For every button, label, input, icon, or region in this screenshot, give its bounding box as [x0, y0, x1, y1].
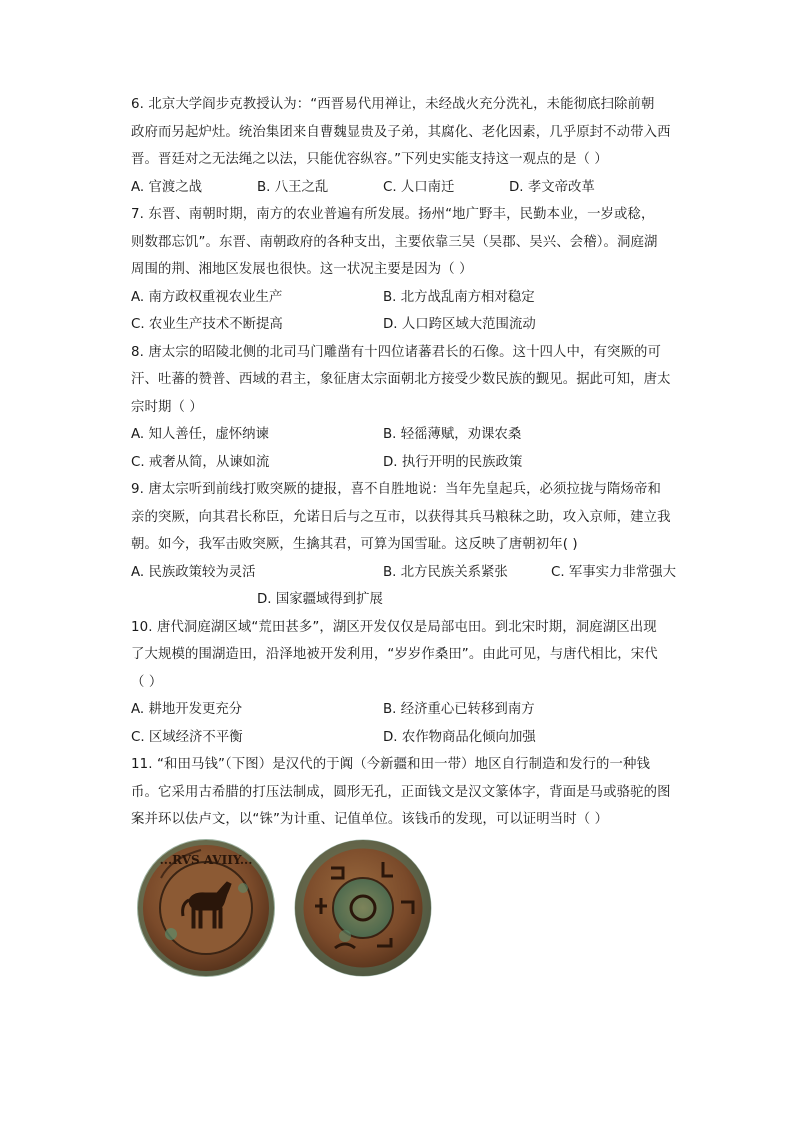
q8-line-1: 8. 唐太宗的昭陵北侧的北司马门雕凿有十四位诸蕃君长的石像。这十四人中，有突厥的可	[131, 345, 661, 360]
q7-option-d[interactable]: D. 人口跨区域大范围流动	[383, 317, 536, 332]
q7-option-a[interactable]: A. 南方政权重视农业生产	[131, 290, 283, 305]
q9-option-b[interactable]: B. 北方民族关系紧张	[383, 565, 508, 580]
q6-option-a[interactable]: A. 官渡之战	[131, 180, 202, 195]
q8-line-3: 宗时期（ ）	[131, 400, 203, 415]
q9-line-2: 亲的突厥，向其君长称臣，允诺日后与之互市，以获得其兵马粮秣之助，攻入京师，建立我	[131, 510, 671, 525]
q8-line-2: 汗、吐蕃的赞普、西域的君主，象征唐太宗面朝北方接受少数民族的觐见。据此可知，唐太	[131, 372, 671, 387]
coin-front-inscription: ...RVS AVIIY...	[159, 853, 253, 867]
q9-option-d[interactable]: D. 国家疆域得到扩展	[257, 592, 383, 607]
q6-option-b[interactable]: B. 八王之乱	[257, 180, 329, 195]
q11-line-2: 币。它采用古希腊的打压法制成，圆形无孔，正面钱文是汉文篆体字，背面是马或骆驼的图	[131, 785, 671, 800]
q6-option-d[interactable]: D. 孝文帝改革	[509, 180, 595, 195]
coin-obverse	[138, 840, 274, 976]
q6-line-3: 晋。晋廷对之无法绳之以法，只能优容纵容。”下列史实能支持这一观点的是（ ）	[131, 152, 608, 167]
q8-option-c[interactable]: C. 戒奢从简，从谏如流	[131, 455, 270, 470]
q6-option-c[interactable]: C. 人口南迁	[383, 180, 455, 195]
q8-option-b[interactable]: B. 轻徭薄赋，劝课农桑	[383, 427, 522, 442]
q9-option-c[interactable]: C. 军事实力非常强大	[551, 565, 676, 580]
q11-line-1: 11. “和田马钱”（下图）是汉代的于阗（今新疆和田一带）地区自行制造和发行的一种钱	[131, 757, 650, 772]
q8-option-d[interactable]: D. 执行开明的民族政策	[383, 455, 523, 470]
q8-option-a[interactable]: A. 知人善任，虚怀纳谏	[131, 427, 269, 442]
q11-line-3: 案并环以佉卢文，以“铢”为计重、记值单位。该钱币的发现，可以证明当时（ ）	[131, 812, 609, 827]
q10-line-1: 10. 唐代洞庭湖区域“荒田甚多”，湖区开发仅仅是局部屯田。到北宋时期，洞庭湖区出现	[131, 620, 657, 635]
q7-option-b[interactable]: B. 北方战乱南方相对稳定	[383, 290, 535, 305]
q10-option-a[interactable]: A. 耕地开发更充分	[131, 702, 243, 717]
q6-line-2: 政府而另起炉灶。统治集团来自曹魏显贵及子弟，其腐化、老化因素，几乎原封不动带入西	[131, 125, 671, 140]
q9-line-1: 9. 唐太宗听到前线打败突厥的捷报，喜不自胜地说：当年先皇起兵，必须拉拢与隋炀帝和	[131, 482, 661, 497]
coin-reverse	[295, 840, 431, 976]
q7-line-3: 周围的荆、湘地区发展也很快。这一状况主要是因为（ ）	[131, 262, 473, 277]
q7-option-c[interactable]: C. 农业生产技术不断提高	[131, 317, 283, 332]
q10-line-3: （ ）	[131, 675, 163, 690]
q7-line-2: 则数郡忘饥”。东晋、南朝政府的各种支出，主要依靠三吴（吴郡、吴兴、会稽）。洞庭湖	[131, 235, 658, 250]
q9-option-a[interactable]: A. 民族政策较为灵活	[131, 565, 256, 580]
q7-line-1: 7. 东晋、南朝时期，南方的农业普遍有所发展。扬州“地广野丰，民勤本业，一岁或稔，	[131, 207, 655, 222]
q10-option-b[interactable]: B. 经济重心已转移到南方	[383, 702, 535, 717]
q10-option-c[interactable]: C. 区域经济不平衡	[131, 730, 243, 745]
q10-option-d[interactable]: D. 农作物商品化倾向加强	[383, 730, 536, 745]
q10-line-2: 了大规模的围湖造田，沿泽地被开发利用，“岁岁作桑田”。由此可见，与唐代相比，宋代	[131, 647, 658, 662]
q9-line-3: 朝。如今，我军击败突厥，生擒其君，可算为国雪耻。这反映了唐朝初年( )	[131, 537, 578, 552]
q6-line-1: 6. 北京大学阎步克教授认为：“西晋易代用禅让，未经战火充分洗礼，未能彻底扫除前朝	[131, 97, 655, 112]
hetian-horse-coin-image	[131, 838, 441, 978]
